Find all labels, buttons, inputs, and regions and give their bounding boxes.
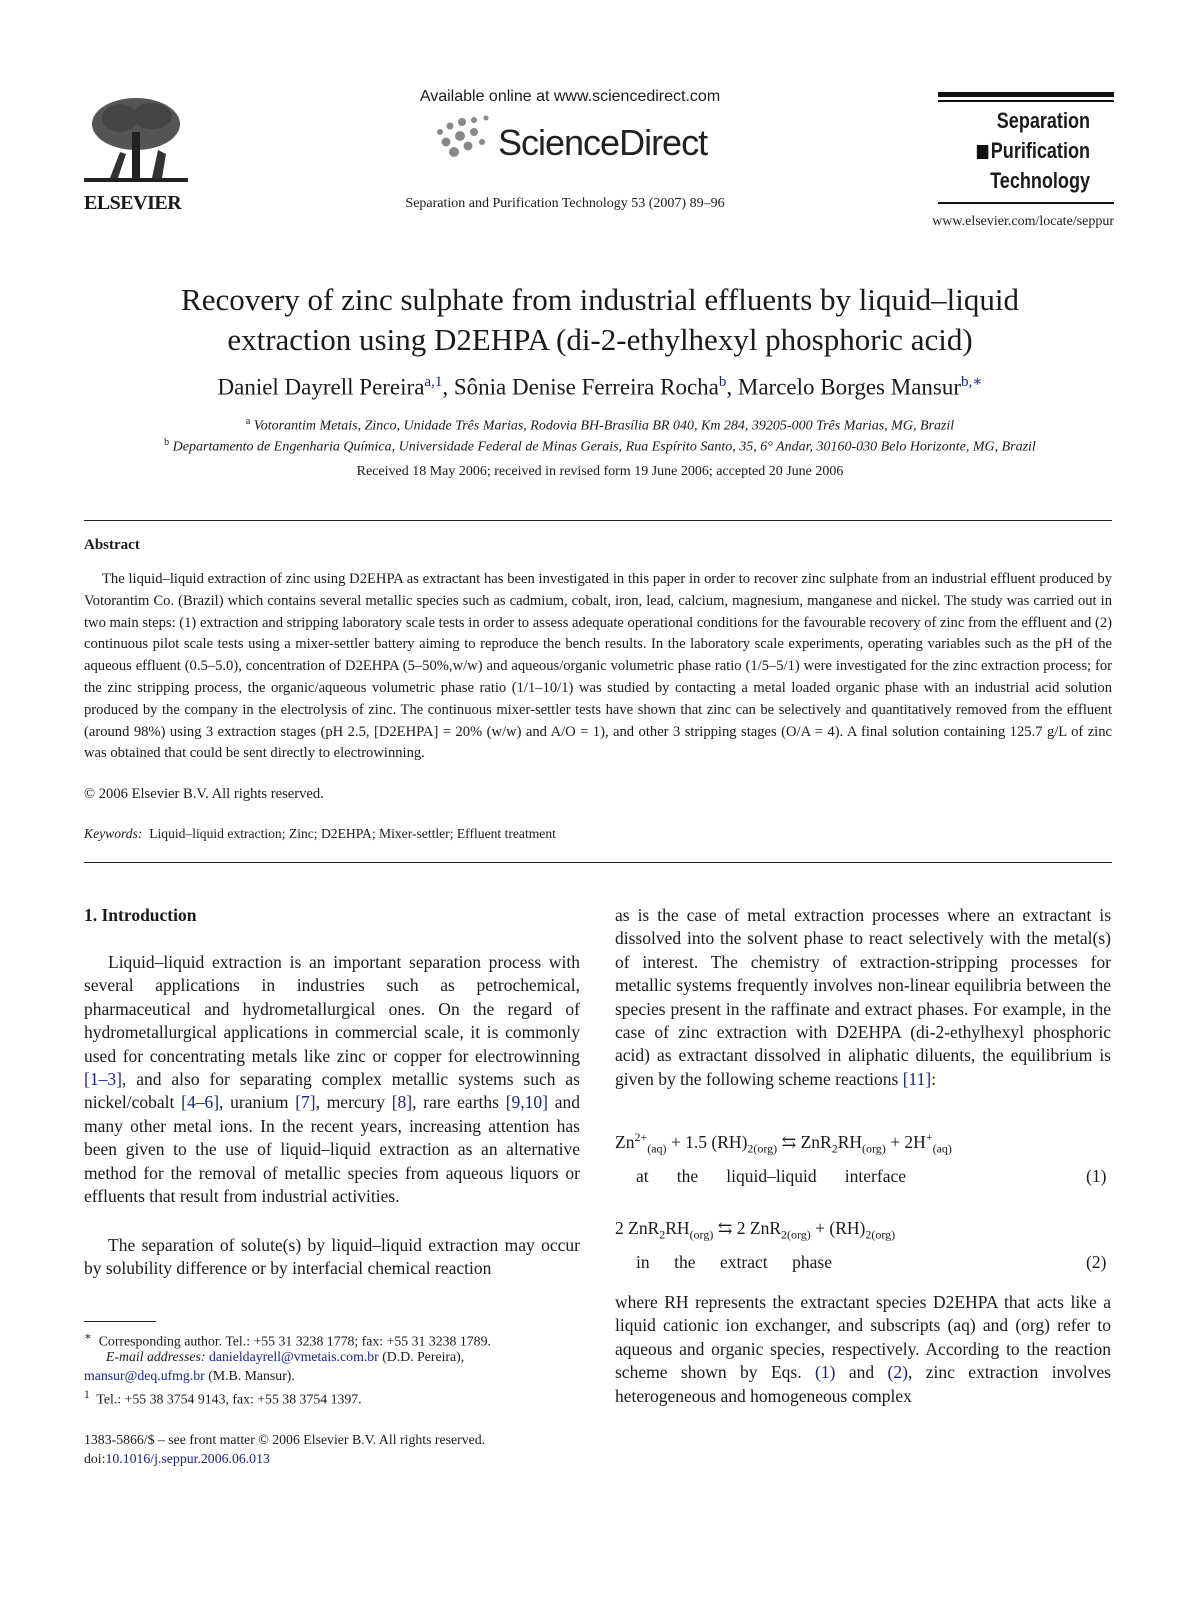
intro-paragraph: The separation of solute(s) by liquid–liquid extraction may occur by solubility difference or by interfacial chemical reaction — [84, 1235, 580, 1279]
author-name: Daniel Dayrell Pereira — [217, 374, 425, 400]
email-link[interactable]: danieldayrell@vmetais.com.br — [208, 1349, 379, 1364]
equation-link[interactable]: (1) — [815, 1362, 836, 1383]
keywords-label: Keywords: — [84, 826, 143, 841]
footnote-1: $^1$ Tel.: +55 38 3754 9143, fax: +55 38 3754 1397. — [84, 1389, 362, 1407]
available-online-text: Available online at www.sciencedirect.com — [419, 88, 721, 105]
author-affiliation-mark[interactable]: b,∗ — [961, 374, 983, 390]
divider — [84, 520, 1112, 521]
equation-2: 2 $ZnR_2RH_{(org)}$ ⇆ 2 $ZnR_{2(org)} + (RH)_{2(org)}$ — [615, 1218, 896, 1242]
doi-line: doi:10.1016/j.seppur.2006.06.013 — [84, 1451, 270, 1466]
footnote-rule — [84, 1321, 156, 1322]
citation-link[interactable]: [8] — [391, 1092, 413, 1113]
journal-title-rule — [938, 100, 1114, 102]
author-list: Daniel Dayrell Pereira$^{a,1}$, Sônia Denise Ferreira Rocha$^b$, Marcelo Borges Mansur$^{b,∗}$ — [217, 374, 983, 400]
email-link[interactable]: mansur@deq.ufmg.br — [84, 1368, 205, 1383]
divider — [84, 862, 1112, 863]
received-dates: Received 18 May 2006; received in revised form 19 June 2006; accepted 20 June 2006 — [356, 464, 844, 479]
abstract-heading: Abstract — [84, 537, 140, 553]
equation-1-note: at the liquid–liquid interface — [636, 1166, 906, 1186]
citation-link[interactable]: [4–6] — [181, 1092, 220, 1113]
keywords-list: Liquid–liquid extraction; Zinc; D2EHPA; Mixer-settler; Effluent treatment — [149, 826, 556, 841]
section-heading: 1. Introduction — [84, 905, 197, 925]
citation-link[interactable]: [1–3] — [84, 1069, 122, 1090]
intro-paragraph: where RH represents the extractant species D2EHPA that acts like a liquid cationic ion exchanger, and subscripts (aq) and (org) refer to aqueous and organic species, respectively. According to the reaction scheme shown by Eqs. (1) and (2), zinc extraction involves heterogeneous and homogeneous complex — [615, 1292, 1111, 1406]
citation-link[interactable]: [7] — [295, 1092, 316, 1113]
journal-title-line: Separation — [996, 108, 1090, 133]
author-affiliation-mark[interactable]: b — [718, 374, 727, 390]
publisher-name: ELSEVIER — [84, 192, 182, 214]
citation-link[interactable]: [9,10] — [505, 1092, 548, 1113]
equation-2-note: in the extract phase — [636, 1252, 832, 1272]
journal-title-rule — [938, 202, 1114, 204]
keywords — [84, 826, 556, 842]
intro-paragraph: Liquid–liquid extraction is an important separation process with several applications in industries such as petrochemical, pharmaceutical and hydrometallurgical ones. On the regard of hydrometallurgical applications in commercial scale, it is commonly used for concentrating metals like zinc or copper for electrowinning [1–3], and also for separating complex metallic systems such as nickel/cobalt [4–6], uranium [7], mercury [8], rare earths [9,10] and many other metal ions. In the recent years, increasing attention has been given to the use of liquid–liquid extraction as an alternative method for the removal of metallic species from aqueous liquors or effluents that result from industrial activities. — [84, 952, 580, 1207]
affiliation-a: $^a$ Votorantim Metais, Zinco, Unidade Três Marias, Rodovia BH-Brasília BR 040, Km 284, 39205-000 Três Marias, MG, Brazil — [245, 416, 955, 434]
abstract-paragraph: The liquid–liquid extraction of zinc using D2EHPA as extractant has been investigated in this paper in order to recover zinc sulphate from an industrial effluent produced by Votorantim Co. (Brazil) which contains several metallic species such as cadmium, cobalt, iron, lead, calcium, magnesium, manganese and nickel. The study was carried out in two main steps: (1) extraction and stripping laboratory scale tests in order to assess adequate operational conditions for the favourable recovery of zinc from the effluent and (2) continuous pilot scale tests using a mixer-settler battery aiming to reproduce the bench results. In the laboratory scale experiments, operating variables such as the pH of the aqueous effluent (0.5–5.0), concentration of D2EHPA (5–50%,w/w) and aqueous/organic volumetric phase ratio (1/5–5/1) were investigated for the zinc extraction process; for the zinc stripping process, the organic/aqueous volumetric phase ratio (1/1–10/1) was studied by contacting a metal loaded organic phase with an industrial acid solution produced by the company in the electrolysis of zinc. The continuous mixer-settler tests have shown that zinc can be selectively and quantitatively removed from the effluent (around 98%) using 3 extraction stages (pH 2.5, [D2EHPA] = 20% (w/w) and A/O = 1), and other 3 stripping stages (O/A = 4). A final solution containing 125.7 g/L of zinc was obtained that could be sent directly to electrowinning. — [84, 571, 1112, 762]
footnote-corresponding: ∗ Corresponding author. Tel.: +55 31 3238 1778; fax: +55 31 3238 1789. — [84, 1331, 491, 1349]
author-name: Sônia Denise Ferreira Rocha — [453, 374, 719, 400]
and-mark-icon — [977, 145, 988, 159]
citation-link[interactable]: [11] — [902, 1068, 932, 1089]
journal-url[interactable]: www.elsevier.com/locate/seppur — [932, 214, 1114, 229]
footnote-emails: E-mail addresses: danieldayrell@vmetais.com.br (D.D. Pereira), — [106, 1349, 465, 1364]
equation-1: $Zn^{2+}_{(aq)} + 1.5$ $(RH)_{2(org)}$ ⇆ $ZnR_2RH_{(org)} + 2H^+_{(aq)}$ — [615, 1130, 952, 1156]
journal-title-line: Purification — [971, 136, 1090, 166]
journal-title-rule — [938, 92, 1114, 97]
intro-paragraph: as is the case of metal extraction processes where an extractant is dissolved into the solvent phase to react selectively with the metal(s) of interest. The chemistry of extraction-stripping processes for metallic systems frequently involves non-linear equilibria between the species present in the raffinate and extract phases. For example, in the case of zinc extraction with D2EHPA (di-2-ethylhexyl phosphoric acid) as extractant dissolved in aliphatic diluents, the equilibrium is given by the following scheme reactions [11]: — [615, 905, 1111, 1089]
journal-title-line: Technology — [990, 168, 1090, 193]
journal-citation: Separation and Purification Technology 53 (2007) 89–96 — [405, 196, 725, 211]
equation-link[interactable]: (2) — [887, 1362, 908, 1383]
equation-number: (1) — [1086, 1166, 1107, 1186]
journal-title-logo — [971, 106, 1090, 196]
author-name: Marcelo Borges Mansur — [737, 374, 962, 400]
title-line: extraction using D2EHPA (di-2-ethylhexyl phosphoric acid) — [227, 322, 973, 357]
doi-link[interactable]: 10.1016/j.seppur.2006.06.013 — [105, 1451, 270, 1466]
equation-number: (2) — [1086, 1252, 1107, 1272]
paper-title — [100, 280, 1100, 360]
abstract-body — [84, 569, 1112, 765]
affiliation-b: $^b$ Departamento de Engenharia Química, Universidade Federal de Minas Gerais, Rua Espírito Santo, 35, 6° Andar, 30160-030 Belo Horizonte, MG, Brazil — [164, 437, 1036, 455]
issn-line: 1383-5866/$ – see front matter © 2006 Elsevier B.V. All rights reserved. — [84, 1432, 486, 1447]
sciencedirect-logo-text[interactable]: ScienceDirect — [498, 122, 708, 163]
footnote-emails: mansur@deq.ufmg.br (M.B. Mansur). — [84, 1368, 295, 1383]
author-affiliation-mark[interactable]: a,1 — [424, 374, 443, 390]
title-line: Recovery of zinc sulphate from industrial effluents by liquid–liquid — [181, 282, 1019, 317]
abstract-copyright: © 2006 Elsevier B.V. All rights reserved. — [84, 786, 324, 802]
